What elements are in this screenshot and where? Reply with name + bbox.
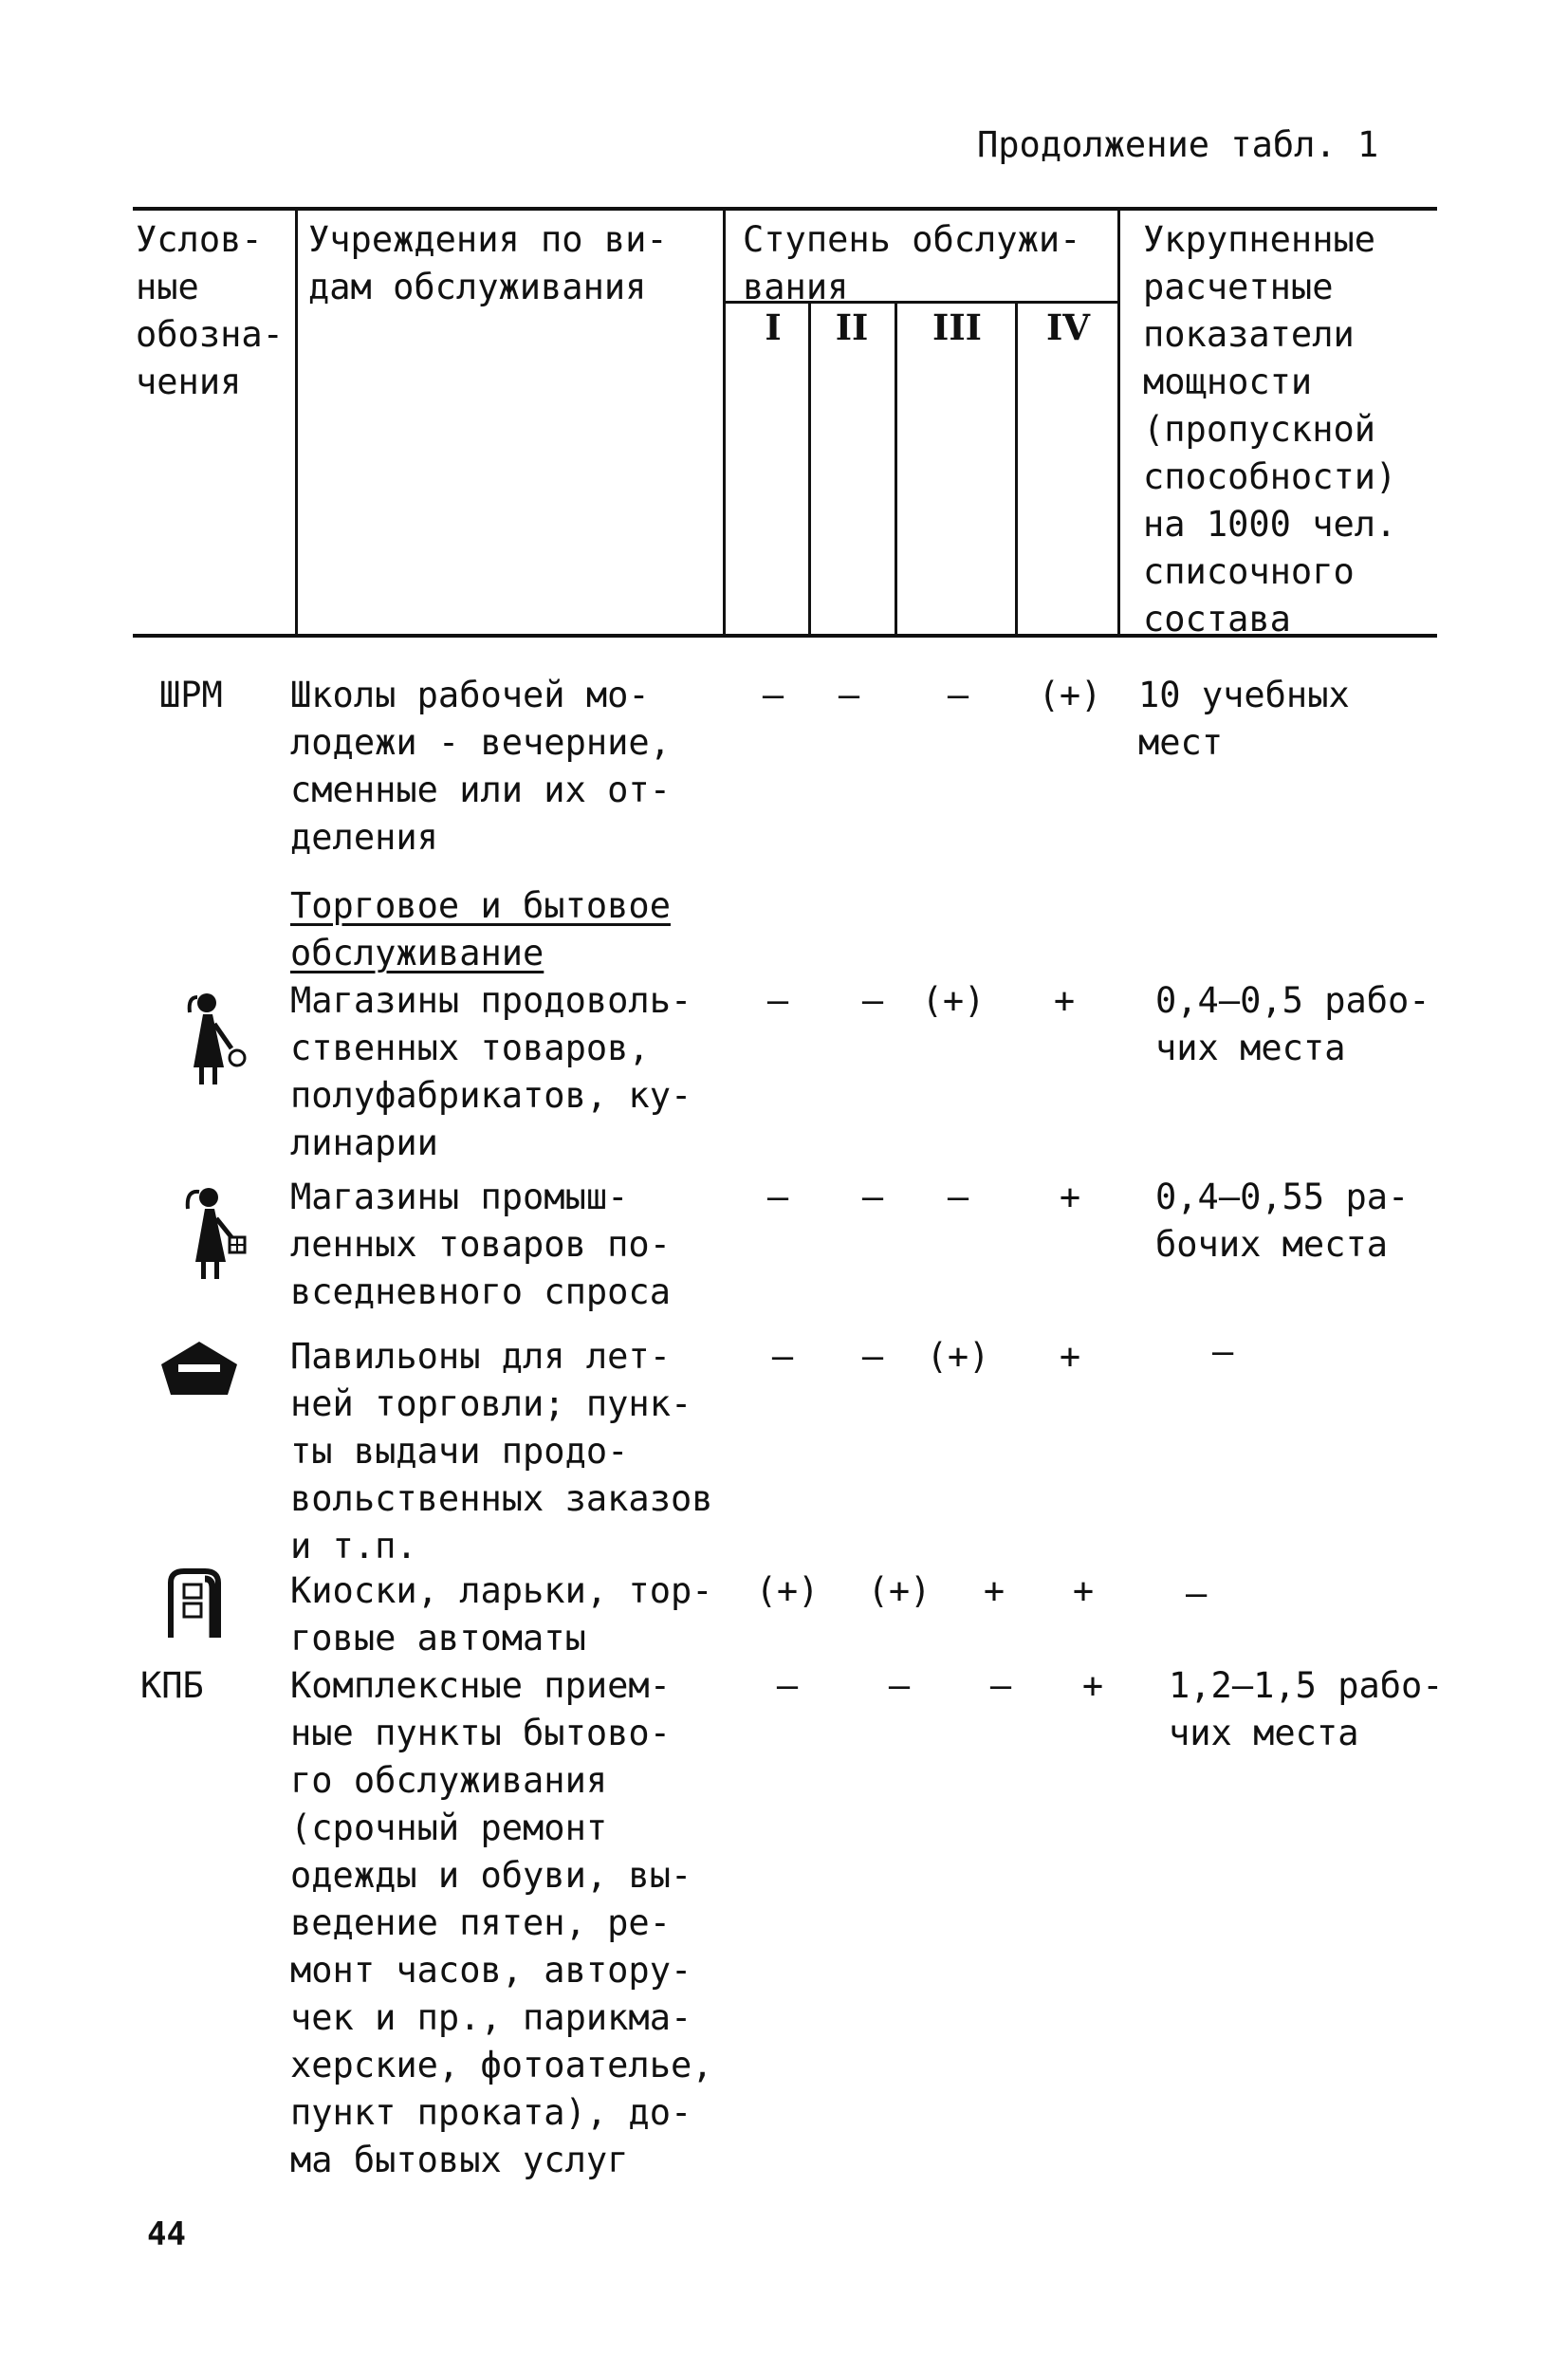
section-title: Торговое и бытовое обслуживание — [290, 885, 671, 973]
header-divider-1 — [295, 207, 298, 638]
row-5-stage-2: (+) — [867, 1570, 932, 1611]
header-stage: Ступень обслужи- вания — [743, 219, 1081, 307]
row-5-capacity: – — [1186, 1573, 1208, 1614]
row-5-name: Киоски, ларьки, тор- говые автоматы — [290, 1570, 713, 1659]
row-6-capacity: 1,2–1,5 рабо- чих места — [1169, 1665, 1444, 1753]
row-6-symbol: КПБ — [140, 1665, 204, 1706]
row-4-capacity: – — [1212, 1331, 1234, 1372]
row-5-stage-4: + — [1072, 1570, 1095, 1611]
row-2-stage-2: – — [861, 980, 884, 1021]
row-1-stage-2: – — [838, 675, 860, 715]
row-5-stage-1: (+) — [755, 1570, 820, 1611]
row-5-stage-3: + — [983, 1570, 1005, 1611]
row-6-stage-1: – — [776, 1665, 799, 1706]
kiosk-icon — [161, 1566, 228, 1654]
row-1-name: Школы рабочей мо- лодежи - вечерние, сменные или их от- деления — [290, 675, 671, 858]
pavilion-icon — [152, 1336, 247, 1415]
row-2-stage-3: (+) — [921, 980, 986, 1021]
row-2-stage-1: – — [766, 980, 789, 1021]
row-3-stage-3: – — [947, 1177, 969, 1217]
header-institution: Учреждения по ви- дам обслуживания — [308, 219, 668, 307]
row-2-name: Магазины продоволь- ственных товаров, полуфабрикатов, ку- линарии — [290, 980, 692, 1163]
row-3-capacity: 0,4–0,55 ра- бочих места — [1155, 1177, 1410, 1265]
row-4-stage-3: (+) — [926, 1336, 990, 1377]
header-stage-2: II — [835, 306, 869, 348]
row-2-capacity: 0,4–0,5 рабо- чих места — [1155, 980, 1430, 1068]
row-6-stage-4: + — [1081, 1665, 1104, 1706]
row-6-stage-3: – — [989, 1665, 1012, 1706]
page-number: 44 — [147, 2215, 186, 2253]
header-divider-4 — [895, 301, 897, 638]
header-stage-1: I — [765, 306, 782, 348]
row-4-stage-4: + — [1059, 1336, 1081, 1377]
row-1-stage-3: – — [947, 675, 969, 715]
header-capacity: Укрупненные расчетные показатели мощности (пропускной способности) на 1000 чел. списочного состава — [1143, 219, 1397, 639]
header-divider-3 — [808, 301, 811, 638]
header-symbol: Услов- ные обозна- чения — [136, 219, 284, 402]
table-top-rule — [133, 207, 1437, 211]
table-caption: Продолжение табл. 1 — [977, 124, 1379, 165]
row-3-stage-4: + — [1059, 1177, 1081, 1217]
row-2-stage-4: + — [1053, 980, 1076, 1021]
row-1-stage-4: (+) — [1038, 675, 1102, 715]
row-1-symbol: ШРМ — [159, 675, 223, 715]
header-divider-5 — [1015, 301, 1018, 638]
woman-with-package-icon — [180, 1186, 256, 1298]
row-4-stage-1: – — [771, 1336, 794, 1377]
row-4-stage-2: – — [861, 1336, 884, 1377]
header-stage-4: IV — [1045, 306, 1090, 348]
row-3-stage-2: – — [861, 1177, 884, 1217]
row-1-stage-1: – — [762, 675, 784, 715]
header-stage-3: III — [932, 306, 982, 348]
header-divider-2 — [723, 207, 726, 638]
row-1-capacity: 10 учебных мест — [1138, 675, 1350, 763]
header-divider-6 — [1117, 207, 1120, 638]
row-4-name: Павильоны для лет- ней торговли; пунк- ты выдачи продо- вольственных заказов и т.п. — [290, 1336, 713, 1566]
row-6-name: Комплексные прием- ные пункты бытово- го обслуживания (срочный ремонт одежды и обуви, вы- ведение пятен, ре- монт часов, автору- чек и пр., парикма- херские, фотоателье, пункт проката), до- ма бытовых услуг — [290, 1665, 713, 2180]
row-3-stage-1: – — [766, 1177, 789, 1217]
row-3-name: Магазины промыш- ленных товаров по- вседневного спроса — [290, 1177, 671, 1312]
row-6-stage-2: – — [888, 1665, 911, 1706]
woman-with-bag-icon — [180, 992, 256, 1103]
